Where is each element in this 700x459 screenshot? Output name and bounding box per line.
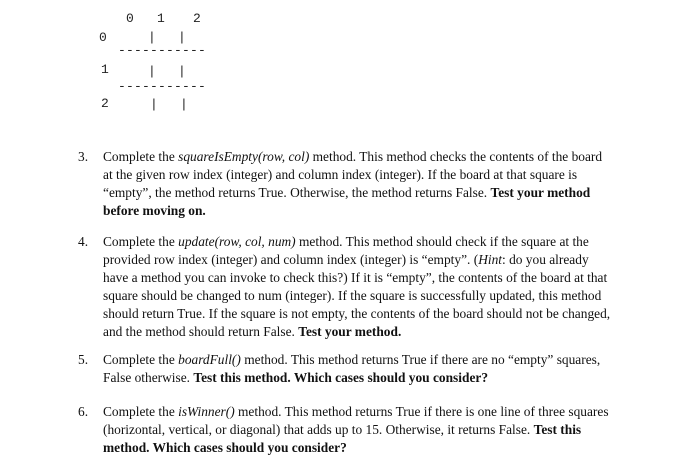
row-divider: ----------- (118, 79, 207, 94)
method-name: isWinner() (178, 404, 235, 419)
col-header-0: 0 (126, 11, 134, 26)
cell-separator: | (178, 30, 186, 45)
row-divider: ----------- (118, 43, 207, 58)
test-instruction: Test your method. (298, 324, 402, 339)
test-instruction: Test this method. Which cases should you consider? (103, 422, 582, 455)
item-number: 3. (78, 149, 89, 164)
cell-separator: | (148, 30, 156, 45)
method-name: boardFull() (178, 352, 241, 367)
item-text: Complete the squareIsEmpty(row, col) method. This method checks the contents of the board at the given row index (integer) and column index (integer). If the board at that square is “empty”, the method returns True. Otherwise, the method returns False. Test your method before moving on. (103, 149, 603, 218)
item-text: Complete the boardFull() method. This method returns True if there are no “empty” squares, False otherwise. Test this method. Which cases should you consider? (103, 352, 601, 385)
col-header-2: 2 (193, 11, 201, 26)
col-header-1: 1 (157, 11, 165, 26)
row-label-2: 2 (101, 96, 109, 111)
board-diagram (0, 0, 260, 125)
hint-label: Hint (478, 252, 502, 267)
test-instruction: Test your method before moving on. (103, 185, 591, 218)
test-instruction: Test this method. Which cases should you consider? (193, 370, 489, 385)
item-number: 6. (78, 404, 89, 419)
item-text: Complete the isWinner() method. This method returns True if there is one line of three squares (horizontal, vertical, or diagonal) that adds up to 15. Otherwise, it returns False. Test this method. Which cases should you consider? (103, 404, 609, 455)
row-label-0: 0 (99, 30, 107, 45)
cell-separator: | (148, 64, 156, 79)
item-number: 4. (78, 234, 89, 249)
cell-separator: | (150, 97, 158, 112)
row-label-1: 1 (101, 62, 109, 77)
item-text: Complete the update(row, col, num) method. This method should check if the square at the provided row index (integer) and column index (integer) is “empty”. (Hint: do you already have a method you can invoke to check this?) If it is “empty”, the contents of the board at that square should be changed to num (integer). If the square is successfully updated, this method should return True. If the square is not empty, the contents of the board should not be changed, and the method should return False. Test your method. (103, 234, 611, 339)
cell-separator: | (178, 64, 186, 79)
item-number: 5. (78, 352, 89, 367)
method-name: squareIsEmpty(row, col) (178, 149, 310, 164)
cell-separator: | (180, 97, 188, 112)
method-name: update(row, col, num) (178, 234, 296, 249)
